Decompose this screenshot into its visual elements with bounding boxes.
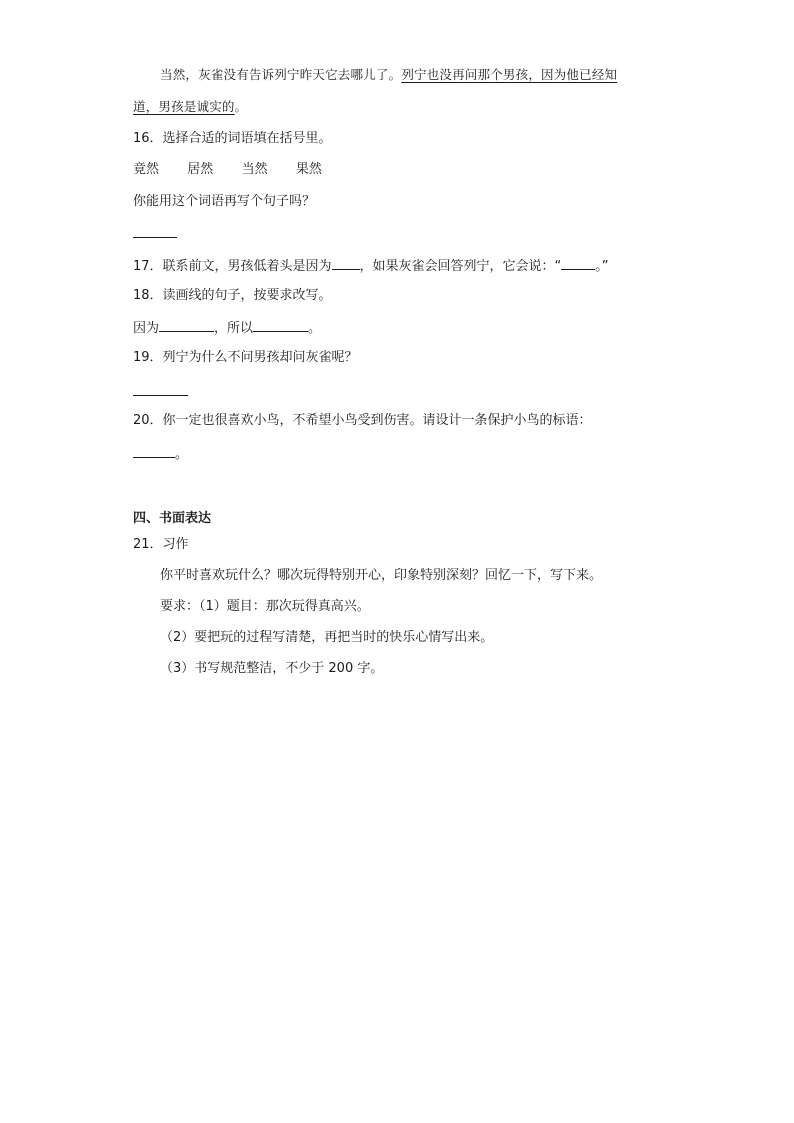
- passage-text-end: 。: [234, 99, 248, 114]
- requirement-2: （2）要把玩的过程写清楚，再把当时的快乐心情写出来。: [160, 630, 494, 645]
- answer-blank-20[interactable]: [133, 444, 175, 458]
- question-17-text: 。”: [595, 259, 609, 274]
- question-16-followup: 你能用这个词语再写个句子吗？: [133, 194, 316, 209]
- period: 。: [308, 321, 322, 336]
- period: 。: [175, 447, 189, 462]
- requirement-3: （3）书写规范整洁，不少于 200 字。: [160, 661, 384, 676]
- section-title: 四、书面表达: [133, 511, 212, 526]
- question-19: 19．列宁为什么不问男孩却问灰雀呢？: [133, 350, 358, 365]
- question-20-answer: [133, 444, 188, 464]
- answer-blank-18a[interactable]: [159, 318, 214, 332]
- word-options: [133, 161, 322, 179]
- so-label: ，所以: [214, 321, 254, 336]
- question-18-template: [133, 318, 321, 338]
- question-17-text: 17．联系前文，男孩低着头是因为: [133, 259, 332, 274]
- answer-blank-18b[interactable]: [253, 318, 308, 332]
- passage-text: 当然，灰雀没有告诉列宁昨天它去哪儿了。: [160, 67, 402, 82]
- answer-blank-17a[interactable]: [332, 256, 360, 270]
- question-20: 20．你一定也很喜欢小鸟，不希望小鸟受到伤害。请设计一条保护小鸟的标语：: [133, 413, 592, 428]
- word-option: 竟然: [133, 162, 160, 177]
- question-21-title: 21．习作: [133, 537, 189, 552]
- passage-line-1: [160, 66, 617, 84]
- underlined-sentence-part-1: 列宁也没再问那个男孩，因为他已经知: [401, 67, 618, 82]
- passage-line-2: [133, 98, 247, 116]
- because-label: 因为: [133, 321, 160, 336]
- answer-blank-16[interactable]: [133, 237, 177, 238]
- question-17-text: ，如果灰雀会回答列宁，它会说：“: [359, 259, 562, 274]
- word-option: 果然: [295, 162, 322, 177]
- word-option: 居然: [187, 162, 214, 177]
- requirement-1: 要求：（1）题目：那次玩得真高兴。: [160, 599, 370, 614]
- question-17: [133, 256, 609, 276]
- question-16: 16．选择合适的词语填在括号里。: [133, 131, 332, 146]
- word-option: 当然: [241, 162, 268, 177]
- answer-blank-17b[interactable]: [561, 256, 595, 270]
- question-18: 18．读画线的句子，按要求改写。: [133, 288, 332, 303]
- underlined-sentence-part-2: 道，男孩是诚实的: [133, 99, 235, 114]
- answer-blank-19[interactable]: [133, 395, 188, 396]
- question-21-prompt: 你平时喜欢玩什么？哪次玩得特别开心，印象特别深刻？回忆一下，写下来。: [160, 568, 603, 583]
